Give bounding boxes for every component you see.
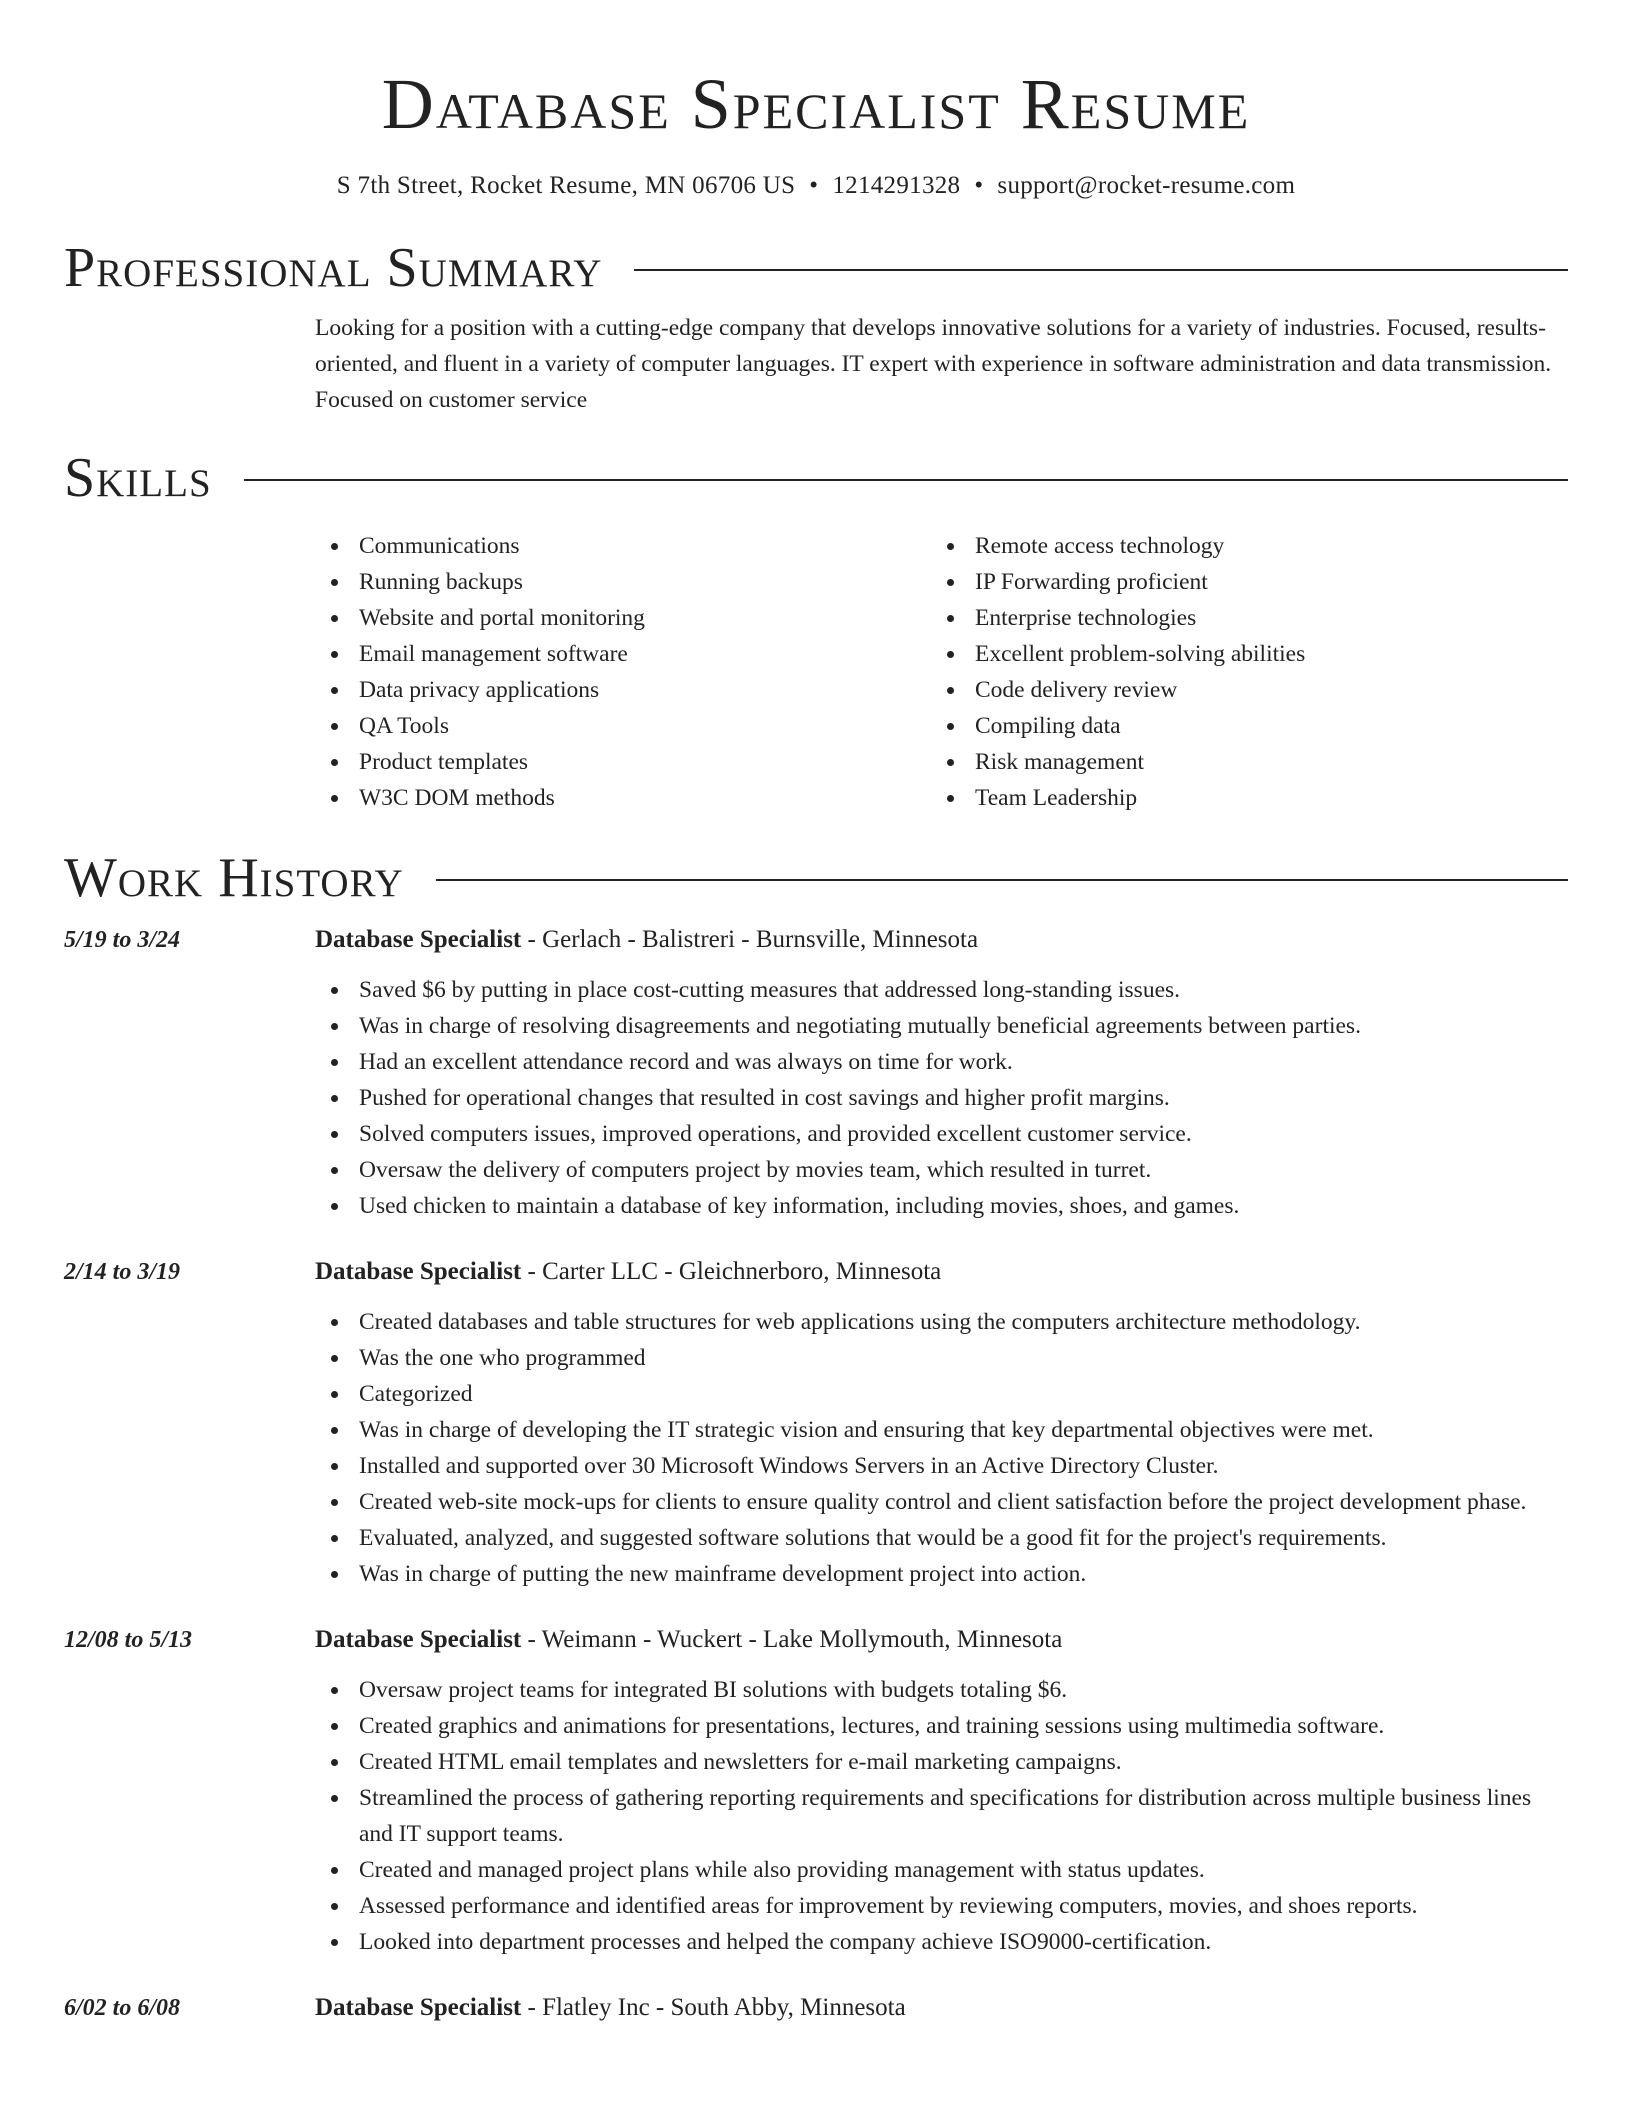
job-list <box>64 922 1568 2026</box>
contact-phone: 1214291328 <box>832 172 961 199</box>
summary-heading-row <box>64 236 1568 300</box>
job-role: Database Specialist <box>315 1626 522 1653</box>
contact-address: S 7th Street, Rocket Resume, MN 06706 US <box>336 172 796 199</box>
skill-item: Product templates <box>315 744 931 780</box>
resume-page <box>64 0 1568 2026</box>
job-body <box>315 1254 1568 1592</box>
skill-item: Team Leadership <box>931 780 1547 816</box>
job-bullet: Was in charge of developing the IT strategic vision and ensuring that key departmental objectives were met. <box>315 1412 1568 1448</box>
job-dates: 5/19 to 3/24 <box>64 927 181 953</box>
section-divider <box>436 879 1568 881</box>
job-dates: 6/02 to 6/08 <box>64 1995 181 2021</box>
job-bullet: Installed and supported over 30 Microsoft Windows Servers in an Active Directory Cluster. <box>315 1448 1568 1484</box>
resume-title: Database Specialist Resume <box>381 64 1251 144</box>
job-bullet: Categorized <box>315 1376 1568 1412</box>
summary-content <box>315 310 1568 418</box>
skills-section <box>64 446 1568 816</box>
job-bullet: Evaluated, analyzed, and suggested software solutions that would be a good fit for the project's requirements. <box>315 1520 1568 1556</box>
job-body <box>315 922 1568 1224</box>
skill-item: Running backups <box>315 564 931 600</box>
job-role: Database Specialist <box>315 926 522 953</box>
summary-heading: Professional Summary <box>64 237 603 299</box>
job-role: Database Specialist <box>315 1994 522 2021</box>
skill-item: Compiling data <box>931 708 1547 744</box>
job-bullet-list <box>315 972 1568 1224</box>
section-divider <box>244 479 1568 481</box>
job-bullet: Pushed for operational changes that resulted in cost savings and higher profit margins. <box>315 1080 1568 1116</box>
job-bullet: Was in charge of resolving disagreements and negotiating mutually beneficial agreements between parties. <box>315 1008 1568 1044</box>
job-title-line <box>315 1622 1568 1658</box>
job-company: - Weimann - Wuckert - Lake Mollymouth, Minnesota <box>521 1626 1063 1653</box>
skill-item: Communications <box>315 528 931 564</box>
work-history-heading-row <box>64 846 1568 910</box>
skills-list-right <box>931 528 1547 816</box>
contact-separator: • <box>809 172 819 199</box>
skill-item: Code delivery review <box>931 672 1547 708</box>
skill-item: IP Forwarding proficient <box>931 564 1547 600</box>
job-body <box>315 1622 1568 1960</box>
job-entry <box>64 1254 1568 1592</box>
job-body <box>315 1990 1568 2026</box>
job-bullet: Assessed performance and identified areas for improvement by reviewing computers, movies, and shoes reports. <box>315 1888 1568 1924</box>
skill-item: QA Tools <box>315 708 931 744</box>
job-entry <box>64 1990 1568 2026</box>
job-bullet-list <box>315 1672 1568 1960</box>
skills-columns <box>315 528 1568 816</box>
skill-item: Data privacy applications <box>315 672 931 708</box>
job-bullet: Solved computers issues, improved operations, and provided excellent customer service. <box>315 1116 1568 1152</box>
job-company: - Gerlach - Balistreri - Burnsville, Minnesota <box>521 926 979 953</box>
job-dates: 2/14 to 3/19 <box>64 1259 181 1285</box>
job-bullet: Created and managed project plans while also providing management with status updates. <box>315 1852 1568 1888</box>
skill-item: Risk management <box>931 744 1547 780</box>
summary-section <box>64 236 1568 418</box>
job-bullet: Created HTML email templates and newsletters for e-mail marketing campaigns. <box>315 1744 1568 1780</box>
work-history-section <box>64 846 1568 2026</box>
section-divider <box>634 269 1568 271</box>
job-role: Database Specialist <box>315 1258 522 1285</box>
skill-item: Website and portal monitoring <box>315 600 931 636</box>
job-bullet: Saved $6 by putting in place cost-cutting measures that addressed long-standing issues. <box>315 972 1568 1008</box>
job-dates: 12/08 to 5/13 <box>64 1627 193 1653</box>
job-bullet: Looked into department processes and helped the company achieve ISO9000-certification. <box>315 1924 1568 1960</box>
job-bullet: Streamlined the process of gathering reporting requirements and specifications for distribution across multiple business lines and IT support teams. <box>315 1780 1568 1852</box>
job-company: - Flatley Inc - South Abby, Minnesota <box>521 1994 906 2021</box>
job-entry <box>64 922 1568 1224</box>
skill-item: Excellent problem-solving abilities <box>931 636 1547 672</box>
job-bullet: Oversaw project teams for integrated BI solutions with budgets totaling $6. <box>315 1672 1568 1708</box>
job-title-line <box>315 1254 1568 1290</box>
job-title-line <box>315 922 1568 958</box>
skill-item: Email management software <box>315 636 931 672</box>
job-bullet: Was the one who programmed <box>315 1340 1568 1376</box>
job-bullet: Created graphics and animations for presentations, lectures, and training sessions using multimedia software. <box>315 1708 1568 1744</box>
skill-item: Enterprise technologies <box>931 600 1547 636</box>
contact-line <box>64 170 1568 202</box>
job-bullet: Had an excellent attendance record and was always on time for work. <box>315 1044 1568 1080</box>
job-title-line <box>315 1990 1568 2026</box>
skill-item: W3C DOM methods <box>315 780 931 816</box>
job-company: - Carter LLC - Gleichnerboro, Minnesota <box>521 1258 942 1285</box>
work-history-heading: Work History <box>64 847 404 909</box>
contact-separator: • <box>974 172 984 199</box>
job-bullet: Was in charge of putting the new mainframe development project into action. <box>315 1556 1568 1592</box>
job-bullet: Created web-site mock-ups for clients to ensure quality control and client satisfaction before the project development phase. <box>315 1484 1568 1520</box>
job-bullet: Used chicken to maintain a database of key information, including movies, shoes, and games. <box>315 1188 1568 1224</box>
skills-list-left <box>315 528 931 816</box>
job-entry <box>64 1622 1568 1960</box>
skill-item: Remote access technology <box>931 528 1547 564</box>
job-bullet-list <box>315 1304 1568 1592</box>
summary-text: Looking for a position with a cutting-edge company that develops innovative solutions for a variety of industries. Focused, results-oriented, and fluent in a variety of computer languages. IT expert with experience in software administration and data transmission. Focused on customer service <box>315 315 1552 413</box>
contact-email: support@rocket-resume.com <box>997 172 1296 199</box>
job-bullet: Created databases and table structures for web applications using the computers architecture methodology. <box>315 1304 1568 1340</box>
skills-heading: Skills <box>64 447 212 509</box>
skills-heading-row <box>64 446 1568 510</box>
job-bullet: Oversaw the delivery of computers project by movies team, which resulted in turret. <box>315 1152 1568 1188</box>
